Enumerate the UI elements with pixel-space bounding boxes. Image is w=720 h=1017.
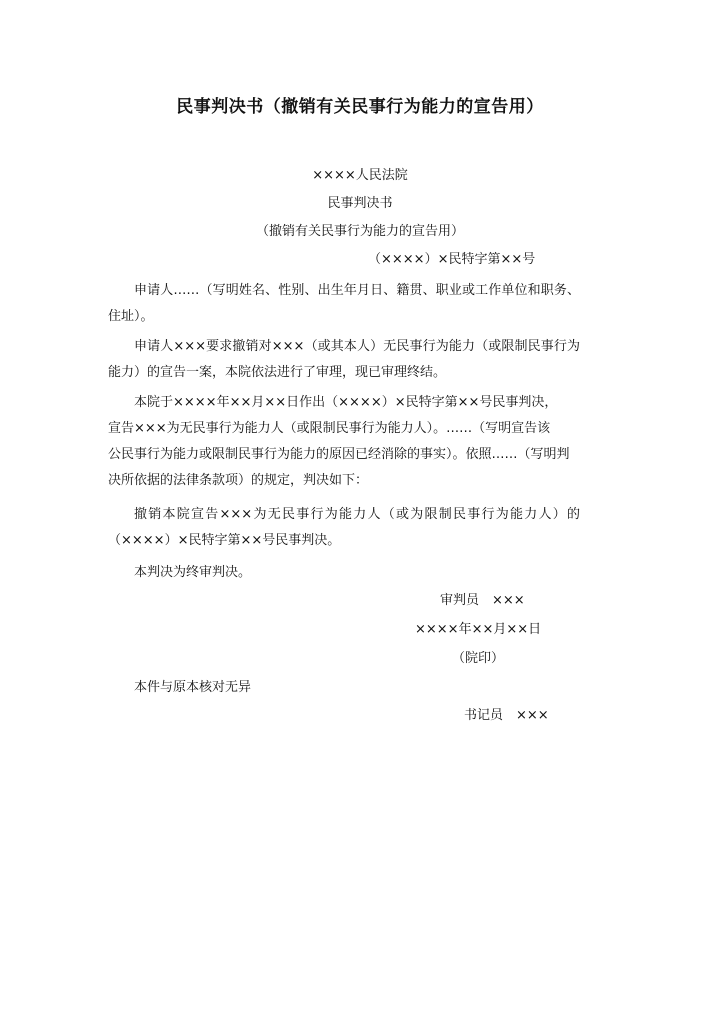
paragraph-reasoning-line-1: 本院于××××年××月××日作出（××××）×民特字第××号民事判决， bbox=[134, 395, 558, 410]
document-title: 民事判决书（撤销有关民事行为能力的宣告用） bbox=[176, 97, 544, 117]
paragraph-final: 本判决为终审判决。 bbox=[134, 565, 252, 580]
court-seal: （院印） bbox=[452, 651, 505, 666]
paragraph-judgment: 撤销本院宣告×××为无民事行为能力人（或为限制民事行为能力人）的（××××）×民特字第××号民事判决。 bbox=[108, 507, 580, 548]
verification-note: 本件与原本核对无异 bbox=[134, 680, 252, 695]
judgment-date: ××××年××月××日 bbox=[415, 622, 542, 637]
paragraph-request: 申请人×××要求撤销对×××（或其本人）无民事行为能力（或限制民事行为能力）的宣告一案，本院依法进行了审理，现已审理终结。 bbox=[108, 339, 580, 380]
document-type: 民事判决书 bbox=[327, 196, 393, 211]
court-name: ××××人民法院 bbox=[312, 168, 408, 183]
clerk-signature: 书记员 ××× bbox=[464, 708, 549, 723]
paragraph-applicant: 申请人……（写明姓名、性别、出生年月日、籍贯、职业或工作单位和职务、住址）。 bbox=[108, 283, 580, 324]
paragraph-reasoning-line-2: 宣告×××为无民事行为能力人（或限制民事行为能力人）。……（写明宣告该 bbox=[108, 421, 551, 436]
paragraph-reasoning-line-3: 公民事行为能力或限制民事行为能力的原因已经消除的事实）。依照……（写明判 bbox=[108, 447, 570, 462]
document-subtype: （撤销有关民事行为能力的宣告用） bbox=[255, 224, 464, 239]
case-number: （××××）×民特字第××号 bbox=[368, 252, 536, 267]
judge-signature: 审判员 ××× bbox=[440, 593, 525, 608]
paragraph-reasoning-line-4: 决所依据的法律条款项）的规定，判决如下： bbox=[108, 473, 369, 488]
